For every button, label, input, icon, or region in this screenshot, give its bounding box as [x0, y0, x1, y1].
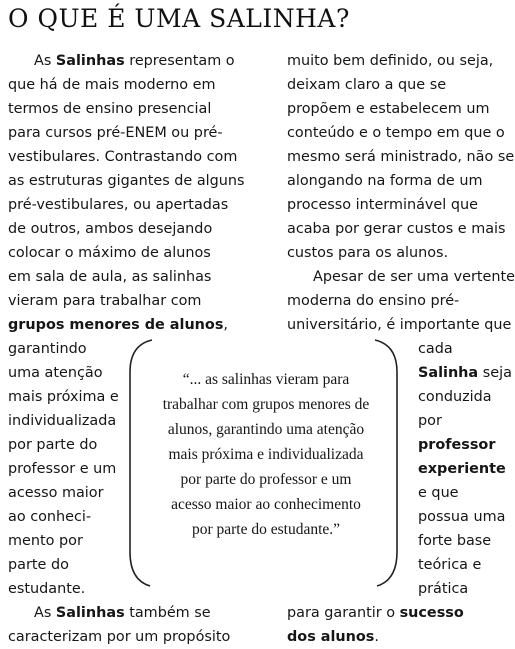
- text-span: ao conheci-: [8, 509, 92, 525]
- text-span: vestibulares. Contrastando com: [8, 149, 238, 165]
- bold-text: Salinha: [418, 365, 479, 381]
- pull-quote-line: acesso maior ao conhecimento: [171, 496, 361, 513]
- text-span: As: [34, 605, 56, 621]
- text-span: também se: [124, 605, 211, 621]
- pull-quote-line: mais próxima e individualizada: [168, 446, 364, 463]
- text-span: em sala de aula, as salinhas: [8, 269, 212, 285]
- bold-text: Salinhas: [55, 605, 125, 621]
- text-span: por: [418, 413, 442, 429]
- text-span: seja: [478, 365, 512, 381]
- text-span: ,: [223, 317, 228, 333]
- pull-quote: [146, 367, 386, 542]
- bold-text: sucesso: [399, 605, 464, 621]
- text-span: possua uma: [418, 509, 506, 525]
- pull-quote-line: trabalhar com grupos menores de: [162, 396, 370, 413]
- text-span: forte base: [418, 533, 492, 549]
- text-span: as estruturas gigantes de alguns: [8, 173, 245, 189]
- text-span: propõem e estabelecem um: [287, 101, 490, 117]
- text-span: mento por: [8, 533, 83, 549]
- text-span: .: [374, 629, 379, 645]
- text-span: professor e um: [8, 461, 117, 477]
- bold-text: experiente: [418, 461, 506, 477]
- text-span: deixam claro a que se: [287, 77, 447, 93]
- text-span: parte do: [8, 557, 69, 573]
- text-span: acaba por gerar custos e mais: [287, 221, 506, 237]
- bold-text: professor: [418, 437, 496, 453]
- text-span: representam o: [124, 53, 235, 69]
- text-span: uma atenção: [8, 365, 103, 381]
- text-span: universitário, é importante que: [287, 317, 512, 333]
- text-span: conteúdo e o tempo em que o: [287, 125, 505, 141]
- text-span: estudante.: [8, 581, 86, 597]
- text-span: para garantir o: [287, 605, 400, 621]
- text-span: custos para os alunos.: [287, 245, 449, 261]
- text-span: alongando na forma de um: [287, 173, 483, 189]
- text-span: termos de ensino presencial: [8, 101, 212, 117]
- text-span: de outros, ambos desejando: [8, 221, 213, 237]
- text-span: conduzida: [418, 389, 492, 405]
- text-span: mais próxima e: [8, 389, 119, 405]
- bold-text: grupos menores de alunos: [8, 317, 224, 333]
- bold-text: Salinhas: [55, 53, 125, 69]
- text-span: por parte do: [8, 437, 98, 453]
- text-span: As: [34, 53, 56, 69]
- pull-quote-line: por parte do estudante.”: [191, 521, 341, 538]
- text-span: processo interminável que: [287, 197, 478, 213]
- text-span: caracterizam por um propósito: [8, 629, 231, 645]
- pull-quote-line: “... as salinhas vieram para: [182, 371, 350, 388]
- text-span: Apesar de ser uma vertente: [313, 269, 515, 285]
- text-span: muito bem definido, ou seja,: [287, 53, 494, 69]
- pull-quote-line: por parte do professor e um: [180, 471, 352, 488]
- text-span: vieram para trabalhar com: [8, 293, 202, 309]
- text-span: pré-vestibulares, ou apertadas: [8, 197, 229, 213]
- bold-text: dos alunos: [287, 629, 375, 645]
- text-span: cada: [418, 341, 453, 357]
- pull-quote-line: alunos, garantindo uma atenção: [167, 421, 365, 438]
- text-span: garantindo: [8, 341, 87, 357]
- text-span: colocar o máximo de alunos: [8, 245, 211, 261]
- text-span: individualizada: [8, 413, 117, 429]
- page-title: O QUE É UMA SALINHA?: [8, 4, 350, 33]
- text-span: que há de mais moderno em: [8, 77, 216, 93]
- text-span: mesmo será ministrado, não se: [287, 149, 515, 165]
- text-span: teórica e: [418, 557, 482, 573]
- text-span: e que: [418, 485, 459, 501]
- text-span: acesso maior: [8, 485, 104, 501]
- text-span: moderna do ensino pré-: [287, 293, 460, 309]
- text-span: para cursos pré-ENEM ou pré-: [8, 125, 223, 141]
- text-span: prática: [418, 581, 469, 597]
